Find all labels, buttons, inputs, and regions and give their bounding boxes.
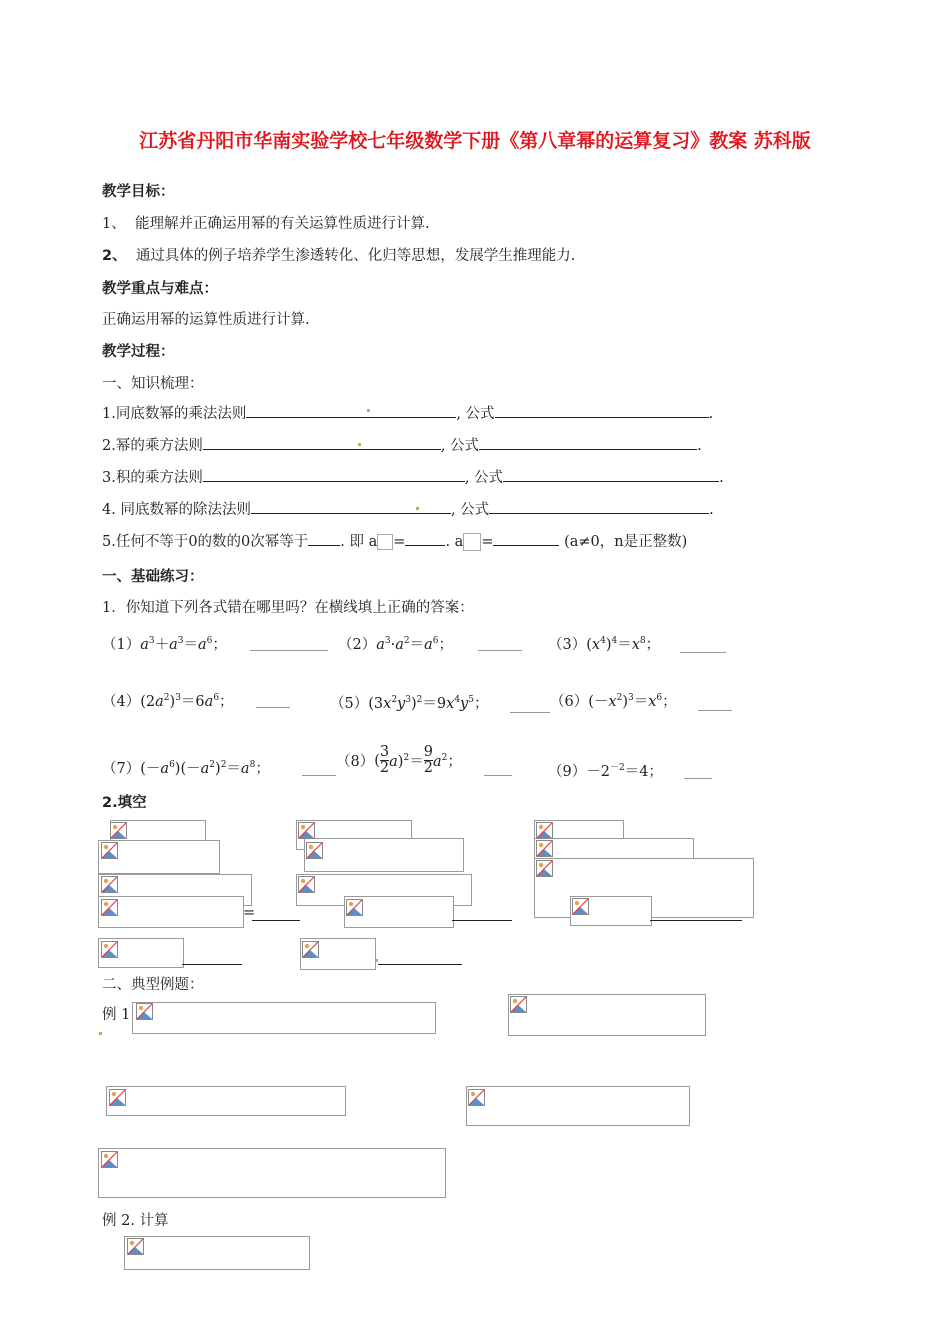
example-image [124,1236,310,1270]
typical-heading: 二、典型例题： [102,977,204,993]
goal-1 [102,212,430,233]
exercise-number: （4） [102,694,141,710]
broken-image-icon [101,876,118,893]
exercise-8: （8）( $\frac{3}{2}$ a)$^2$＝ $\frac{9}{2}$ $a^2$； [336,744,462,776]
exercise-4: $(4)(2a^2)^3=6a^6$； [102,693,234,710]
rule-1: 1.同底数幂的乘法法则 , 公式 . [102,402,713,423]
broken-image-icon [127,1238,144,1255]
key-heading: 教学重点与难点： [102,281,218,297]
example-image [106,1086,346,1116]
process-heading: 教学过程： [102,344,175,360]
equals-sign: = [243,905,256,921]
marker-dot [358,443,361,446]
goal-2-text: 通过具体的例子培养学生渗透转化、化归等思想，发展学生推理能力. [135,248,576,264]
exercise-number: （3） [548,637,587,653]
answer-blank-6[interactable] [698,696,732,711]
rule-5: 5.任何不等于0的数的0次幂等于 . 即 a = . a = (a≠0，n是正整数) [102,530,687,551]
broken-image-icon [302,941,319,958]
rule-5-label: 5.任何不等于0的数的0次幂等于 [102,534,309,550]
broken-image-icon [306,842,323,859]
rule-5-blank-3[interactable] [493,531,559,546]
fill-blank[interactable] [452,906,512,921]
exercise-number: （7） [102,761,141,777]
answer-blank-5[interactable] [510,698,550,713]
exercise-3: $(3)(x^4)^4=x^8$； [548,636,661,653]
answer-blank-3[interactable] [680,638,726,653]
answer-blank-7[interactable] [302,761,336,776]
broken-image-icon [510,996,527,1013]
answer-blank-8[interactable] [484,761,512,776]
goal-1-number: 1、 [102,216,126,232]
goal-2 [102,244,575,265]
rule-1-blank[interactable] [246,403,456,418]
exercise-2: $(2)a^3\cdot a^2=a^6$； [338,636,454,653]
goals-heading: 教学目标： [102,184,175,200]
rule-2-label: 2.幂的乘方法则 [102,438,203,454]
formula-label: , 公式 [464,470,504,486]
example-image [132,1002,436,1034]
answer-blank-2[interactable] [478,636,522,651]
marker-dot [375,959,378,962]
rule-5-blank[interactable] [308,531,340,546]
answer-blank-9[interactable] [684,764,712,779]
broken-image-icon [109,1089,126,1106]
fill-blank[interactable] [182,950,242,965]
formula-image [304,838,464,872]
example-image [508,994,706,1036]
document-title: 江苏省丹阳市华南实验学校七年级数学下册《第八章幂的运算复习》教案 苏科版 [139,130,811,152]
rule-4: 4. 同底数幂的除法法则 , 公式 . [102,498,714,519]
key-text: 正确运用幂的运算性质进行计算. [102,312,310,328]
broken-image-icon [298,876,315,893]
answer-blank-1[interactable] [250,636,328,651]
formula-label: , 公式 [450,502,490,518]
marker-dot [367,409,370,412]
rule-2-formula-blank[interactable] [479,435,697,450]
formula-label: , 公式 [440,438,480,454]
rule-5-blank-2[interactable] [405,531,445,546]
review-heading: 一、知识梳理： [102,376,204,392]
broken-image-icon [110,822,127,839]
formula-label: , 公式 [456,406,495,422]
exercise-number: （1） [102,637,141,653]
broken-image-icon [463,533,481,551]
rule-4-blank[interactable] [251,499,451,514]
broken-image-icon [136,1003,153,1020]
rule-1-label: 1.同底数幂的乘法法则 [102,406,247,422]
broken-image-icon [536,822,553,839]
broken-image-icon [298,822,315,839]
fill-heading: 2.填空 [102,795,147,811]
basic-heading: 一、基础练习： [102,569,204,585]
exercise-1: $(1)a^3+a^3=a^6$； [102,636,227,653]
marker-dot [99,1032,102,1035]
exercise-number: （9） [548,764,587,780]
rule-5-a: . a [445,534,464,550]
example-image [98,1148,446,1198]
rule-2: 2.幂的乘方法则 , 公式 . [102,434,702,455]
exercise-number: （6） [550,694,589,710]
exercise-9: $(9)-2^{-2}=4$； [548,763,663,780]
exercise-6: $(6)(-x^2)^3=x^6$； [550,693,677,710]
exercise-5: $(5)(3x^2y^3)^2=9x^4y^5$； [330,695,489,712]
rule-4-formula-blank[interactable] [489,499,709,514]
exercise-number: （8） [336,754,375,770]
formula-image [98,896,244,928]
fill-blank[interactable] [378,950,462,965]
broken-image-icon [101,941,118,958]
rule-3-formula-blank[interactable] [503,467,719,482]
rule-4-label: 4. 同底数幂的除法法则 [102,502,251,518]
broken-image-icon [377,534,393,550]
broken-image-icon [101,899,118,916]
example-1-label: 例 1 [102,1007,131,1023]
rule-3-blank[interactable] [203,467,465,482]
question-1: 1．你知道下列各式错在哪里吗？在横线填上正确的答案： [102,600,474,616]
rule-3-label: 3.积的乘方法则 [102,470,203,486]
example-2-label: 例 2. 计算 [102,1213,169,1229]
rule-5-ji: . 即 a [340,534,378,550]
exercise-number: （2） [338,637,377,653]
rule-5-condition: (a≠0，n是正整数) [564,534,688,550]
broken-image-icon [346,899,363,916]
fill-blank[interactable] [650,906,742,921]
broken-image-icon [536,840,553,857]
broken-image-icon [536,860,553,877]
marker-dot [416,507,419,510]
broken-image-icon [572,898,589,915]
exercise-7: $(7)(-a^6)(-a^2)^2=a^8$； [102,760,270,777]
rule-3: 3.积的乘方法则 , 公式 . [102,466,724,487]
broken-image-icon [101,842,118,859]
fill-blank[interactable] [252,906,300,921]
example-image [466,1086,690,1126]
answer-blank-4[interactable] [256,693,290,708]
broken-image-icon [101,1151,118,1168]
goal-2-number: 2、 [102,248,127,264]
broken-image-icon [468,1089,485,1106]
goal-1-text: 能理解并正确运用幂的有关运算性质进行计算. [134,216,430,232]
exercise-number: （5） [330,696,369,712]
rule-1-formula-blank[interactable] [495,403,709,418]
rule-2-blank[interactable] [203,435,441,450]
